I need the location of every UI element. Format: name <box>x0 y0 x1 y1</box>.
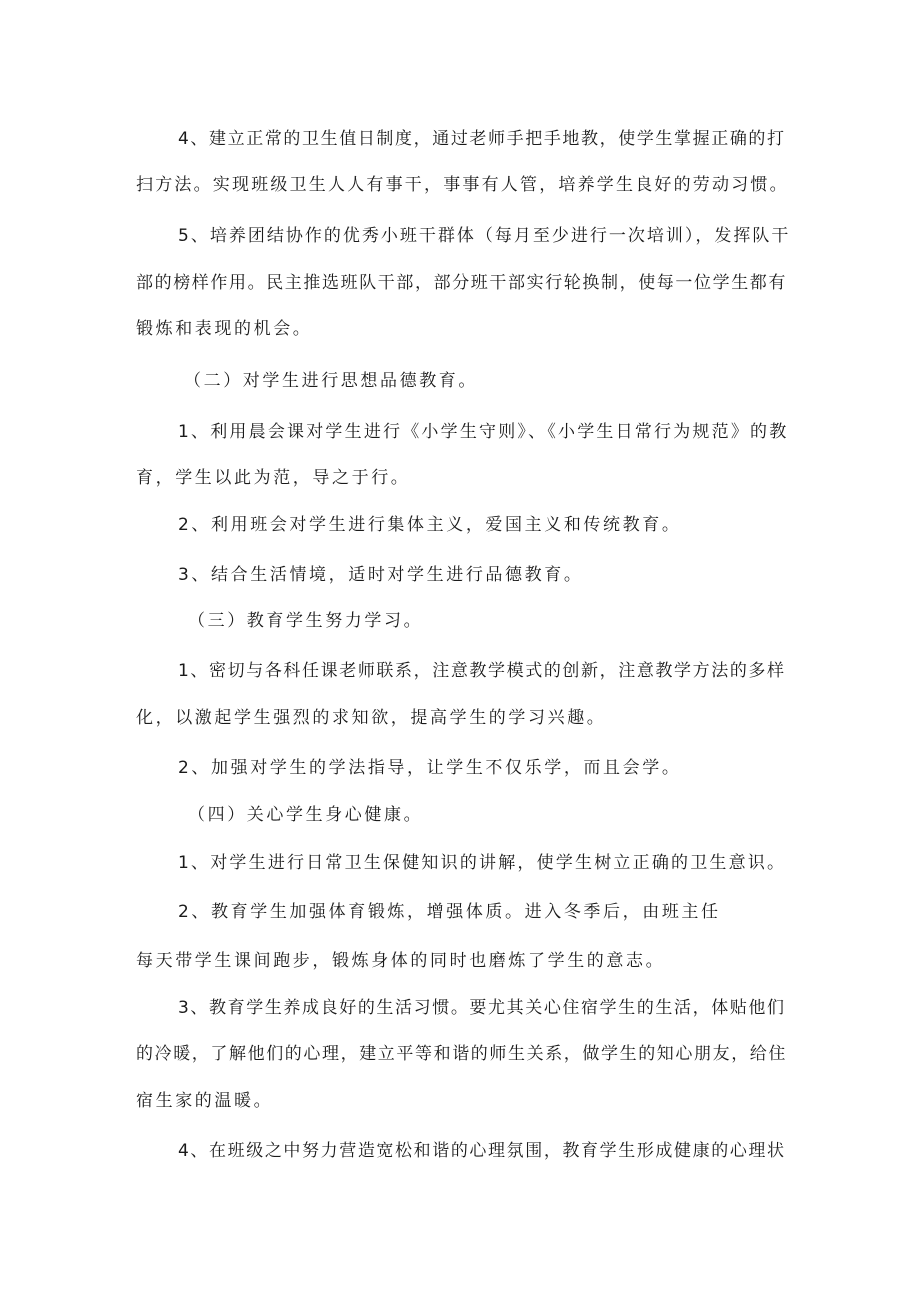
paragraph-line: 2、加强对学生的学法指导，让学生不仅乐学，而且会学。 <box>178 758 682 778</box>
paragraph-line: 宿生家的温暖。 <box>136 1091 274 1111</box>
paragraph-line: 2、教育学生加强体育锻炼，增强体质。进入冬季后，由班主任 <box>178 902 721 922</box>
paragraph-line: 1、利用晨会课对学生进行《小学生守则》、《小学生日常行为规范》的教 <box>178 422 789 442</box>
paragraph-line: 4、建立正常的卫生值日制度，通过老师手把手地教，使学生掌握正确的打 <box>178 129 786 149</box>
paragraph-line: 1、对学生进行日常卫生保健知识的讲解，使学生树立正确的卫生意识。 <box>178 853 787 873</box>
paragraph-line: 3、教育学生养成良好的生活习惯。要尤其关心住宿学生的生活，体贴他们 <box>178 998 786 1018</box>
paragraph-line: 4、在班级之中努力营造宽松和谐的心理氛围，教育学生形成健康的心理状 <box>178 1141 786 1161</box>
paragraph-line: 扫方法。实现班级卫生人人有事干，事事有人管，培养学生良好的劳动习惯。 <box>136 175 789 195</box>
paragraph-line: 每天带学生课间跑步，锻炼身体的同时也磨炼了学生的意志。 <box>136 951 666 971</box>
paragraph-line: 5、培养团结协作的优秀小班干群体（每月至少进行一次培训），发挥队干 <box>178 226 791 246</box>
paragraph-line: 1、密切与各科任课老师联系，注意教学模式的创新，注意教学方法的多样 <box>178 661 786 681</box>
paragraph-line: 的冷暖，了解他们的心理，建立平等和谐的师生关系，做学生的知心朋友，给住 <box>136 1044 787 1064</box>
section-heading: （三）教育学生努力学习。 <box>188 611 424 631</box>
paragraph-line: 育，学生以此为范，导之于行。 <box>136 468 411 488</box>
paragraph-line: 部的榜样作用。民主推选班队干部，部分班干部实行轮换制，使每一位学生都有 <box>136 273 787 293</box>
section-heading: （二）对学生进行思想品德教育。 <box>184 371 478 391</box>
paragraph-line: 3、结合生活情境，适时对学生进行品德教育。 <box>178 565 584 585</box>
paragraph-line: 2、利用班会对学生进行集体主义，爱国主义和传统教育。 <box>178 515 682 535</box>
paragraph-line: 锻炼和表现的机会。 <box>136 319 313 339</box>
paragraph-line: 化，以激起学生强烈的求知欲，提高学生的学习兴趣。 <box>136 708 607 728</box>
section-heading: （四）关心学生身心健康。 <box>188 805 424 825</box>
